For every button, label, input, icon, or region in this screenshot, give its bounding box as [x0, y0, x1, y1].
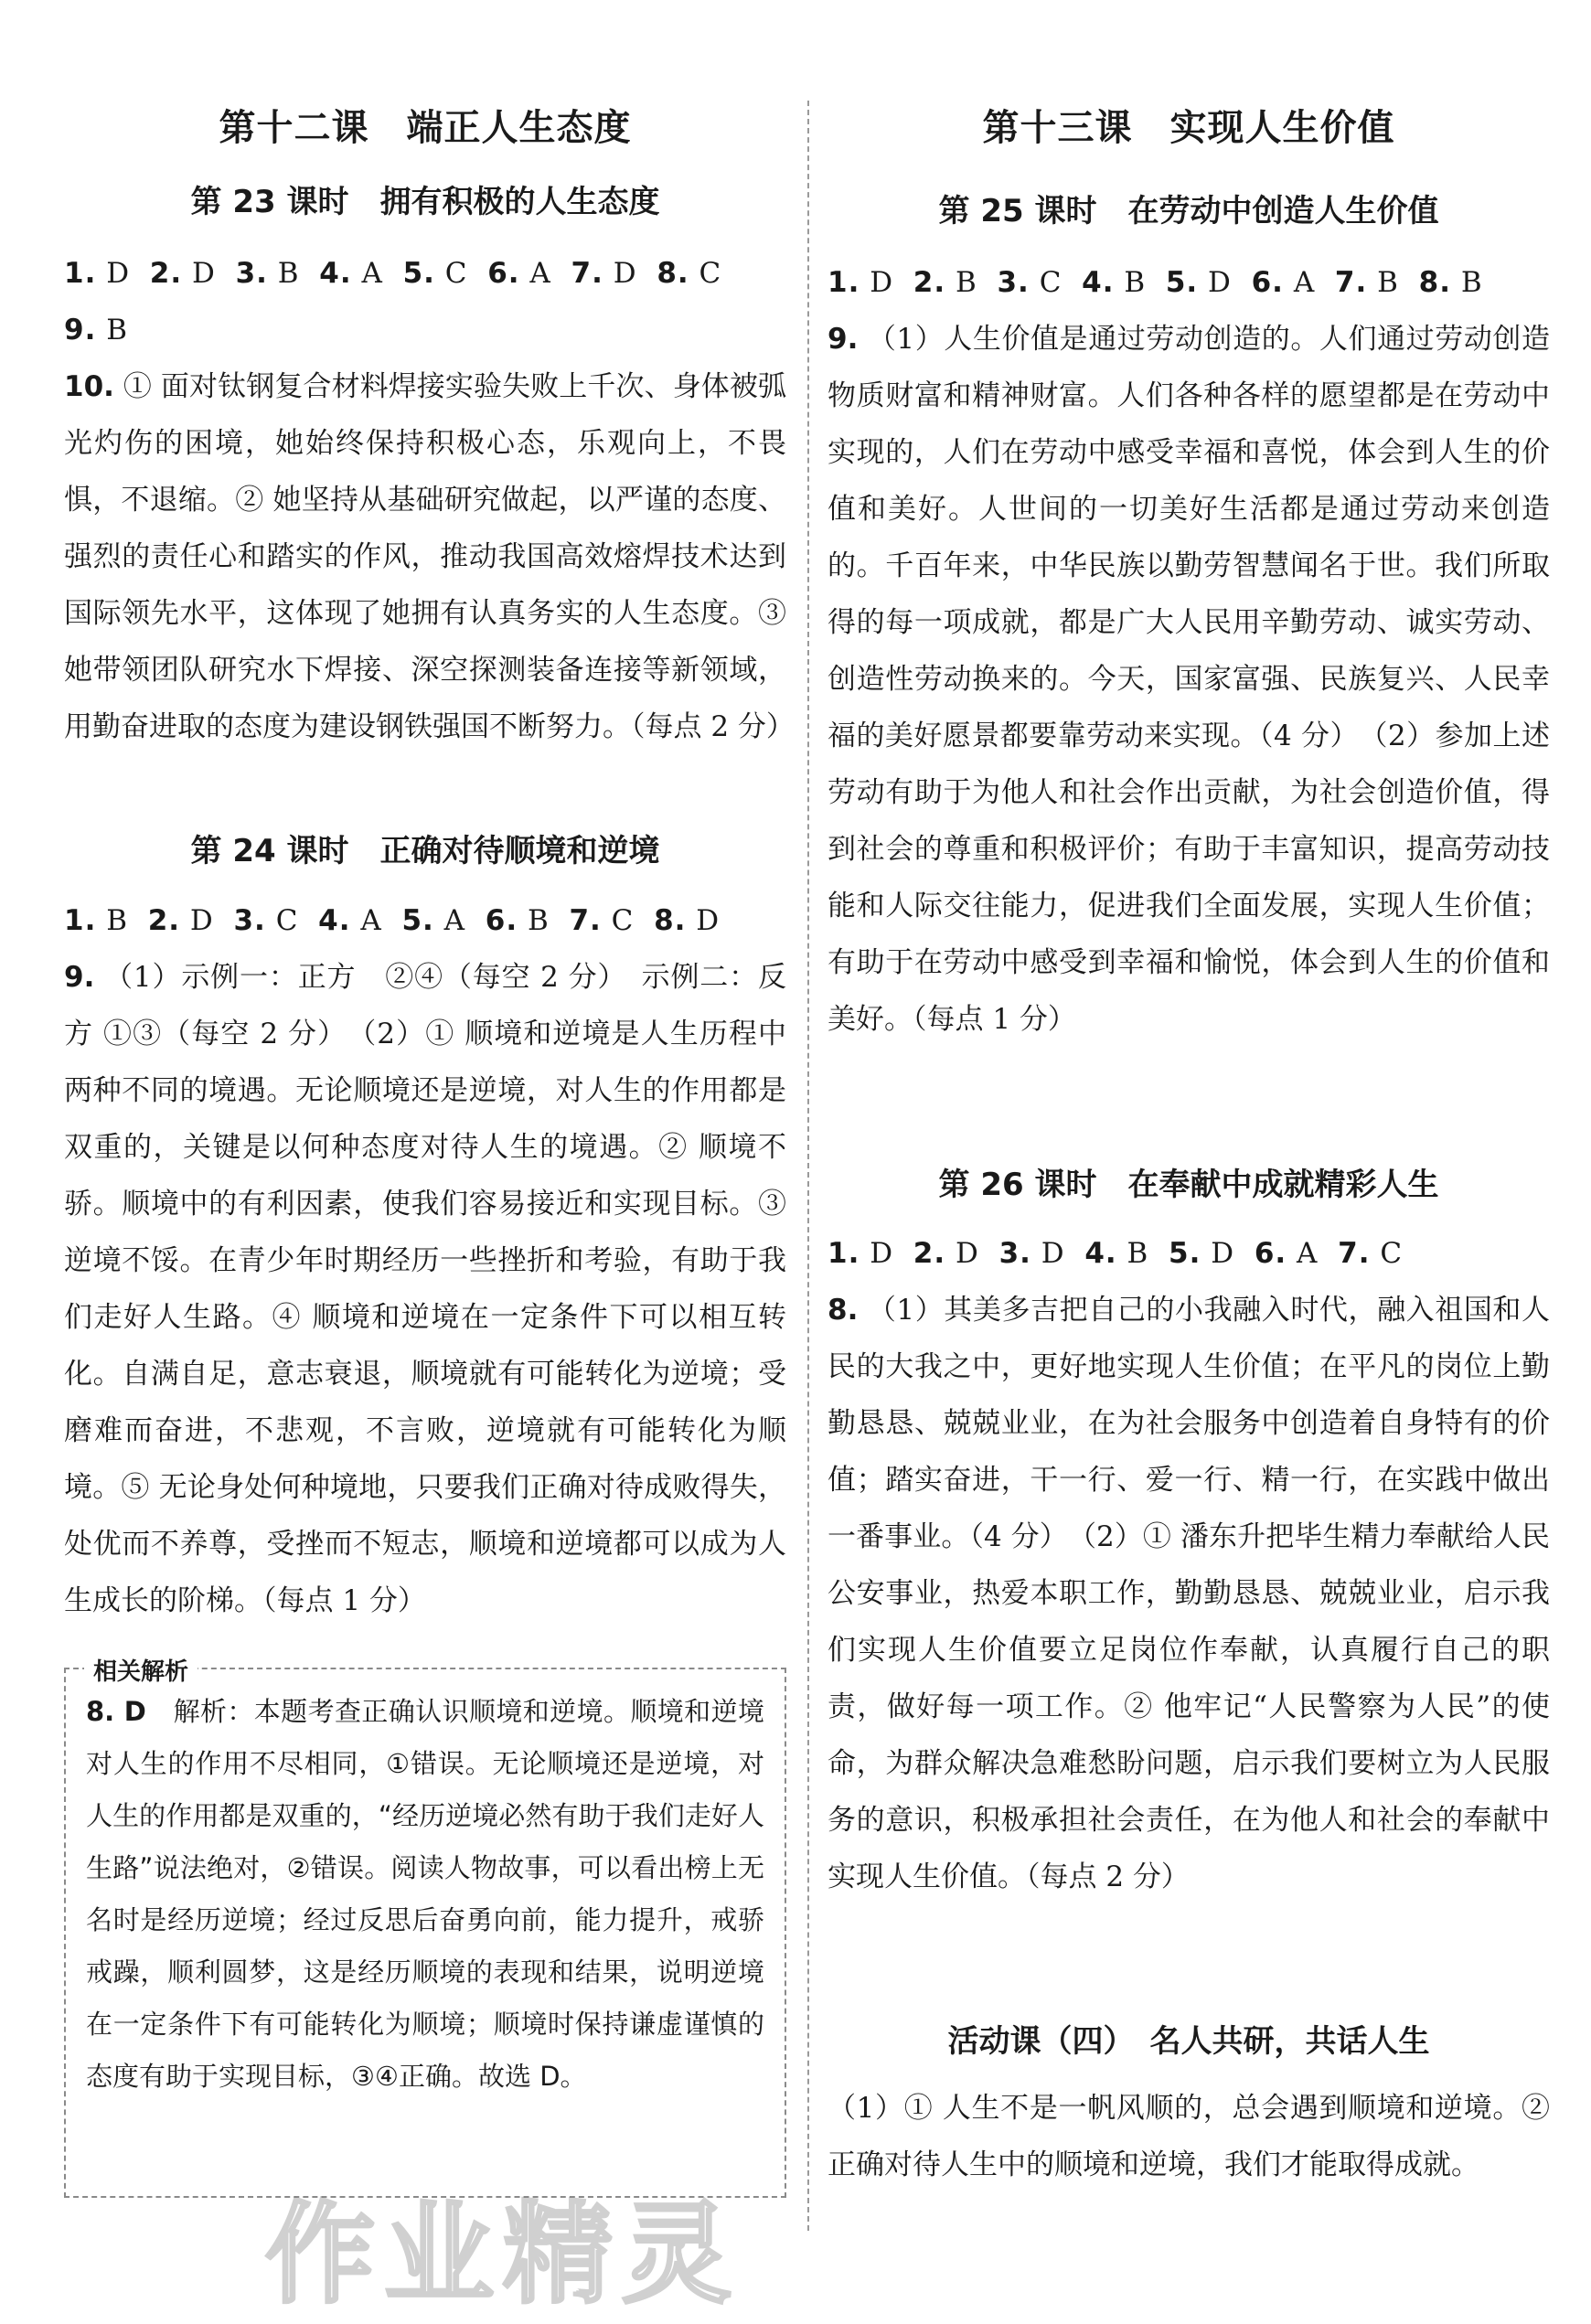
chapter-12-title: 第十二课 端正人生态度 — [219, 107, 632, 149]
lesson-23-title: 第 23 课时 拥有积极的人生态度 — [190, 184, 660, 220]
question-number: 9. — [64, 314, 97, 346]
answer-value: D — [96, 257, 150, 290]
question-9-answer — [64, 949, 786, 1629]
answer-value: A — [1287, 1237, 1339, 1270]
answer-value: A — [1283, 266, 1335, 299]
lesson-25-answers — [828, 254, 1550, 1048]
question-number: 9. — [828, 323, 859, 356]
question-number: 6. — [485, 904, 518, 937]
analysis-box — [64, 1658, 786, 2198]
question-number: 8. — [654, 904, 687, 937]
question-number: 2. — [913, 1237, 946, 1270]
question-number: 1. — [828, 266, 860, 299]
answer-value: D — [1201, 1237, 1255, 1270]
answer-value: D — [1198, 266, 1252, 299]
answer-value: D — [686, 904, 740, 937]
answer-row — [64, 892, 786, 949]
answer-value: A — [519, 257, 571, 290]
answer-value: D — [182, 257, 236, 290]
answer-value: A — [351, 257, 403, 290]
analysis-body: 解析：本题考查正确认识顺境和逆境。顺境和逆境对人生的作用不尽相同，①错误。无论顺境还是逆境，对人生的作用都是双重的，“经历逆境必然有助于我们走好人生路”说法绝对，②错误。阅读人物故事，可以看出榜上无名时是经历逆境；经过反思后奋勇向前，能力提升，戒骄戒躁，顺利圆梦，这是经历顺境的表现和结果，说明逆境在一定条件下有可能转化为顺境；顺境时保持谦虚谨慎的态度有助于实现目标，③④正确。故选 D。 — [86, 1696, 764, 2092]
lesson-26-answers — [828, 1225, 1550, 1905]
answer-row — [64, 245, 786, 302]
answer-value: C — [434, 257, 488, 290]
answer-value: D — [860, 266, 913, 299]
answer-value: D — [603, 257, 657, 290]
question-number: 4. — [1084, 1237, 1117, 1270]
answer-value: B — [945, 266, 998, 299]
answer-value: D — [945, 1237, 999, 1270]
answer-value: D — [180, 904, 234, 937]
question-number: 3. — [235, 257, 268, 290]
question-number: 2. — [149, 257, 183, 290]
question-number: 7. — [571, 257, 603, 290]
question-number: 10. — [64, 370, 114, 403]
question-number: 4. — [319, 257, 352, 290]
question-number: 6. — [1251, 266, 1284, 299]
answer-row — [828, 1225, 1550, 1282]
answer-value: B — [1116, 1237, 1169, 1270]
question-number: 4. — [318, 904, 351, 937]
answer-value: B — [518, 904, 570, 937]
lesson-25-title: 第 25 课时 在劳动中创造人生价值 — [938, 193, 1439, 229]
lesson-23-answers — [64, 245, 795, 755]
question-number: 1. — [828, 1237, 860, 1270]
question-number: 4. — [1082, 266, 1115, 299]
lesson-24-title: 第 24 课时 正确对待顺境和逆境 — [190, 833, 660, 869]
question-number: 2. — [147, 904, 181, 937]
question-number: 1. — [64, 904, 97, 937]
answer-text: （1）人生价值是通过劳动创造的。人们通过劳动创造物质财富和精神财富。人们各种各样的愿望都是在劳动中实现的，人们在劳动中感受幸福和喜悦，体会到人生的价值和美好。人世间的一切美好生活都是通过劳动来创造的。千百年来，中华民族以勤劳智慧闻名于世。我们所取得的每一项成就，都是广大人民用辛勤劳动、诚实劳动、创造性劳动换来的。今天，国家富强、民族复兴、人民幸福的美好愿景都要靠劳动来实现。（4 分） （2）参加上述劳动有助于为他人和社会作出贡献，为社会创造价值，得到社会的尊重和积极评价；有助于丰富知识，提高劳动技能和人际交往能力，促进我们全面发展，实现人生价值；有助于在劳动中感受到幸福和愉悦，体会到人生的价值和美好。（每点 1 分） — [828, 323, 1550, 1036]
question-number: 5. — [1165, 266, 1199, 299]
question-number: 5. — [401, 904, 434, 937]
question-number: 9. — [64, 961, 95, 994]
analysis-label: 相关解析 — [84, 1653, 198, 1687]
answer-value: C — [1029, 266, 1083, 299]
answer-value: C — [601, 904, 655, 937]
question-9-answer — [828, 311, 1550, 1048]
question-number: 6. — [487, 257, 520, 290]
answer-value: D — [1030, 1237, 1085, 1270]
question-number: 1. — [64, 257, 97, 290]
answer-value: C — [689, 257, 742, 290]
lesson-26-title: 第 26 课时 在奉献中成就精彩人生 — [938, 1167, 1439, 1203]
answer-text: （1）其美多吉把自己的小我融入时代，融入祖国和人民的大我之中，更好地实现人生价值；在平凡的岗位上勤勤恳恳、兢兢业业，在为社会服务中创造着自身特有的价值；踏实奋进，干一行、爱一行、精一行，在实践中做出一番事业。（4 分） （2）① 潘东升把毕生精力奉献给人民公安事业，热爱本职工作，勤勤恳恳、兢兢业业，启示我们实现人生价值要立足岗位作奉献，认真履行自己的职责，做好每一项工作。② 他牢记“人民警察为人民”的使命，为群众解决急难愁盼问题，启示我们要树立为人民服务的意识，积极承担社会责任，在为他人和社会的奉献中实现人生价值。（每点 2 分） — [828, 1294, 1550, 1893]
answer-value: B — [267, 257, 320, 290]
analysis-head: 8. D — [86, 1696, 146, 1727]
answer-value: B — [1114, 266, 1166, 299]
answer-text: （1）示例一：正方 ②④（每空 2 分） 示例二：反方 ①③（每空 2 分） （2）① 顺境和逆境是人生历程中两种不同的境遇。无论顺境还是逆境，对人生的作用都是双重的，关键是以何种态度对待人生的境遇。② 顺境不骄。顺境中的有利因素，使我们容易接近和实现目标。③ 逆境不馁。在青少年时期经历一些挫折和考验，有助于我们走好人生路。④ 顺境和逆境在一定条件下可以相互转化。自满自足，意志衰退，顺境就有可能转化为逆境；受磨难而奋进，不悲观，不言败，逆境就有可能转化为顺境。⑤ 无论身处何种境地，只要我们正确对待成败得失，处优而不养尊，受挫而不短志，顺境和逆境都可以成为人生成长的阶梯。（每点 1 分） — [64, 961, 786, 1617]
answer-value: B — [1450, 266, 1503, 299]
analysis-text — [86, 1686, 764, 2103]
lesson-24-answers — [64, 892, 786, 1629]
question-number: 3. — [233, 904, 266, 937]
answer-row — [828, 254, 1550, 311]
question-8-answer — [828, 1282, 1550, 1905]
answer-row — [64, 302, 786, 358]
answer-value: C — [1370, 1237, 1423, 1270]
question-number: 3. — [998, 1237, 1031, 1270]
question-number: 5. — [1169, 1237, 1201, 1270]
activity-4-answer: （1）① 人生不是一帆风顺的，总会遇到顺境和逆境。② 正确对待人生中的顺境和逆境，我们才能取得成就。 — [828, 2092, 1550, 2181]
answer-text: ① 面对钛钢复合材料焊接实验失败上千次、身体被弧光灼伤的困境，她始终保持积极心态，乐观向上，不畏惧，不退缩。② 她坚持从基础研究做起，以严谨的态度、强烈的责任心和踏实的作风，推动我国高效熔焊技术达到国际领先水平，这体现了她拥有认真务实的人生态度。③ 她带领团队研究水下焊接、深空探测装备连接等新领域，用勤奋进取的态度为建设钢铁强国不断努力。（每点 2 分） — [64, 370, 795, 743]
question-number: 8. — [1418, 266, 1451, 299]
activity-4-title: 活动课（四） 名人共研，共话人生 — [947, 2023, 1430, 2060]
answer-value: C — [265, 904, 319, 937]
question-number: 5. — [402, 257, 435, 290]
question-number: 2. — [913, 266, 946, 299]
question-10-answer — [64, 358, 795, 755]
question-number: 7. — [1338, 1237, 1371, 1270]
answer-value: D — [860, 1237, 913, 1270]
question-number: 8. — [657, 257, 689, 290]
watermark-bottom: 作业精灵 — [265, 2191, 741, 2319]
question-number: 7. — [569, 904, 602, 937]
answer-value: B — [96, 904, 148, 937]
answer-value: A — [433, 904, 486, 937]
answer-value: A — [350, 904, 402, 937]
answer-value: B — [106, 314, 128, 346]
column-divider — [807, 101, 809, 2231]
question-number: 7. — [1334, 266, 1368, 299]
chapter-13-title: 第十三课 实现人生价值 — [982, 107, 1395, 149]
question-number: 6. — [1254, 1237, 1287, 1270]
question-number: 3. — [997, 266, 1030, 299]
question-number: 8. — [828, 1294, 859, 1327]
answer-value: B — [1367, 266, 1419, 299]
